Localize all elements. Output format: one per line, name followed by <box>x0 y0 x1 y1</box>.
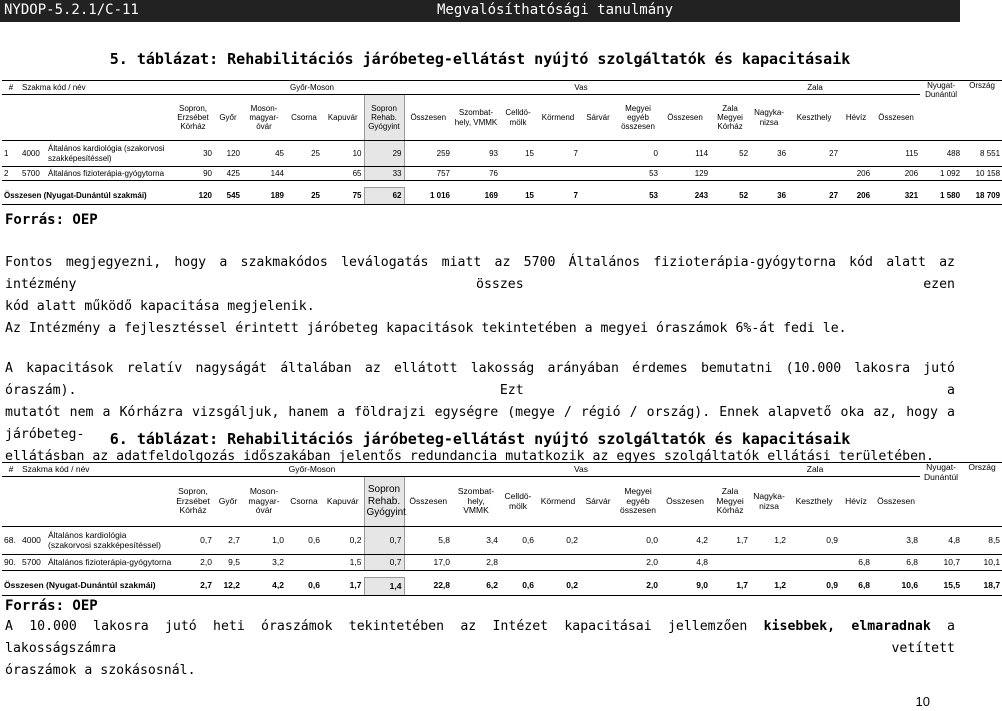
table6-title: 6. táblázat: Rehabilitációs járóbeteg-ellátást nyújtó szolgáltatók és kapacitásaik <box>109 430 851 448</box>
col-csorna: Csorna <box>286 95 322 141</box>
page-number: 10 <box>915 694 930 709</box>
sub-header-row <box>2 95 1002 141</box>
col-sopron-rehab: Sopron Rehab. Gyógyint <box>364 95 404 141</box>
num-header: # <box>2 463 20 477</box>
document-id: NYDOP-5.2.1/C-11 <box>4 2 139 18</box>
col-gyor: Győr <box>214 95 242 141</box>
group-vas: Vas <box>452 81 710 95</box>
total-row: Összesen (Nyugat-Dunántúl szakmái) 2,7 12,2 4,2 0,6 1,7 1,4 22,8 6,2 0,6 0,2 2,0 9,0 1,7 1,2 0,9 6,8 10,6 15,5 18,7 <box>2 578 1002 596</box>
table6 <box>2 462 1001 596</box>
col-szombathely: Szombat-hely, VMMK <box>452 95 500 141</box>
col-sarvar: Sárvár <box>580 95 616 141</box>
col-zala-megyei: Zala Megyei Kórház <box>710 477 750 527</box>
col-celldomolk: Celldö-mölk <box>500 477 536 527</box>
col-zala-osszesen: Összesen <box>872 95 920 141</box>
paragraph-1-line-1: Fontos megjegyezni, hogy a szakmakódos leválogatás miatt az 5700 Általános fizioterápia-gyógytorna kód alatt az intézmény összes ezen <box>5 255 955 292</box>
col-sopron-erzsebet: Sopron, Erzsébet Kórház <box>172 477 214 527</box>
col-heviz: Hévíz <box>840 95 872 141</box>
table5 <box>2 80 1001 205</box>
col-gyor-osszesen: Összesen <box>404 477 452 527</box>
source-label: Forrás: OEP <box>5 598 98 614</box>
source-label: Forrás: OEP <box>5 212 98 228</box>
col-zala-osszesen: Összesen <box>872 477 920 527</box>
col-kapuvar: Kapuvár <box>322 477 364 527</box>
col-gyor-osszesen: Összesen <box>404 95 452 141</box>
final-line-1: A 10.000 lakosra jutó heti óraszámok tekintetében az Intézet kapacitásai jellemzően kisebbek, elmaradnak a lakosságszámra vetített <box>5 619 955 656</box>
group-nyugat-dunantul: Nyugat-Dunántúl <box>920 81 962 141</box>
document-title: Megvalósíthatósági tanulmány <box>437 2 674 18</box>
table-row: 90. 5700 Általános fizioterápia-gyógytorna 2,0 9,5 3,2 1,5 0,7 17,0 2,8 2,0 4,8 6,8 6,8 10,7 10,1 <box>2 555 1002 571</box>
paragraph-2: Az Intézmény a fejlesztéssel érintett járóbeteg kapacitások tekintetében a megyei óraszámok 6%-át fedi le. <box>5 321 847 336</box>
emphasis: kisebbek, elmaradnak <box>763 619 931 634</box>
col-csorna: Csorna <box>286 477 322 527</box>
group-orszag: Ország <box>962 463 1002 527</box>
page-header <box>0 0 960 22</box>
col-sarvar: Sárvár <box>580 477 616 527</box>
paragraph-3-line-1: A kapacitások relatív nagyságát általában az ellátott lakosság arányában érdemes bemutatni (10.000 lakosra jutó óraszám). Ezt a <box>5 361 955 398</box>
col-kormend: Körmend <box>536 477 580 527</box>
paragraph-3-line-2: mutatót nem a Kórházra vizsgáljuk, hanem a földrajzi egységre (megye / régió / ország). Ennek alapvető oka az, hogy a járóbeteg- <box>5 405 955 442</box>
total-row: Összesen (Nyugat-Dunántúl szakmái) 120 545 189 25 75 62 1 016 169 15 7 53 243 52 36 27 206 321 1 580 18 709 <box>2 188 1002 205</box>
col-nagykanizsa: Nagyka-nizsa <box>750 95 788 141</box>
paragraph-3-line-3: ellátásban az adatfeldolgozás időszakában jelentős redundancia mutatkozik az egyes szolgáltatók ellátási területében. <box>5 449 934 464</box>
col-szombathely: Szombat-hely, VMMK <box>452 477 500 527</box>
col-sopron-erzsebet: Sopron, Erzsébet Kórház <box>172 95 214 141</box>
col-vas-osszesen: Összesen <box>660 477 710 527</box>
group-header-row <box>2 463 1002 477</box>
col-kormend: Körmend <box>536 95 580 141</box>
col-gyor: Győr <box>214 477 242 527</box>
table5-title: 5. táblázat: Rehabilitációs járóbeteg-ellátást nyújtó szolgáltatók és kapacitásaik <box>109 50 851 68</box>
col-nagykanizsa: Nagyka-nizsa <box>750 477 788 527</box>
code-header: Szakma kód / név <box>20 463 172 477</box>
paragraph-1-line-2: kód alatt működő kapacitása megjelenik. <box>5 299 315 314</box>
group-orszag: Ország <box>962 81 1002 141</box>
group-vas: Vas <box>452 463 710 477</box>
table-row: 2 5700 Általános fizioterápia-gyógytorna 90 425 144 65 33 757 76 53 129 206 206 1 092 10 158 <box>2 167 1002 181</box>
table-row: 1 4000 Általános kardiológia (szakorvosi szakképesítéssel) 30 120 45 25 10 29 259 93 15 7 0 114 52 36 27 115 488 8 551 <box>2 141 1002 167</box>
final-line-2: óraszámok a szokásosnál. <box>5 663 196 678</box>
col-vas-egyeb: Megyei egyéb összesen <box>616 95 660 141</box>
col-keszthely: Keszthely <box>788 95 840 141</box>
final-paragraph <box>5 616 955 682</box>
num-header: # <box>2 81 20 95</box>
col-keszthely: Keszthely <box>788 477 840 527</box>
col-zala-megyei: Zala Megyei Kórház <box>710 95 750 141</box>
group-gyor-moson: Győr-Moson <box>172 81 452 95</box>
col-mosonmagyarovar: Moson-magyar-óvár <box>242 95 286 141</box>
code-header: Szakma kód / név <box>20 81 172 95</box>
col-vas-osszesen: Összesen <box>660 95 710 141</box>
sub-header-row <box>2 477 1002 527</box>
group-nyugat-dunantul: Nyugat-Dunántúl <box>920 463 962 527</box>
col-sopron-rehab: Sopron Rehab. Gyógyint <box>364 477 404 527</box>
group-zala: Zala <box>710 81 920 95</box>
group-gyor-moson: Győr-Moson <box>172 463 452 477</box>
col-vas-egyeb: Megyei egyéb összesen <box>616 477 660 527</box>
col-mosonmagyarovar: Moson-magyar-óvár <box>242 477 286 527</box>
col-celldomolk: Celldö-mölk <box>500 95 536 141</box>
col-heviz: Hévíz <box>840 477 872 527</box>
group-header-row <box>2 81 1002 95</box>
table-row: 68. 4000 Általános kardiológia (szakorvosi szakképesítéssel) 0,7 2,7 1,0 0,6 0,2 0,7 5,8 3,4 0,6 0,2 0,0 4,2 1,7 1,2 0,9 3,8 4,8 8,5 <box>2 527 1002 555</box>
col-kapuvar: Kapuvár <box>322 95 364 141</box>
group-zala: Zala <box>710 463 920 477</box>
